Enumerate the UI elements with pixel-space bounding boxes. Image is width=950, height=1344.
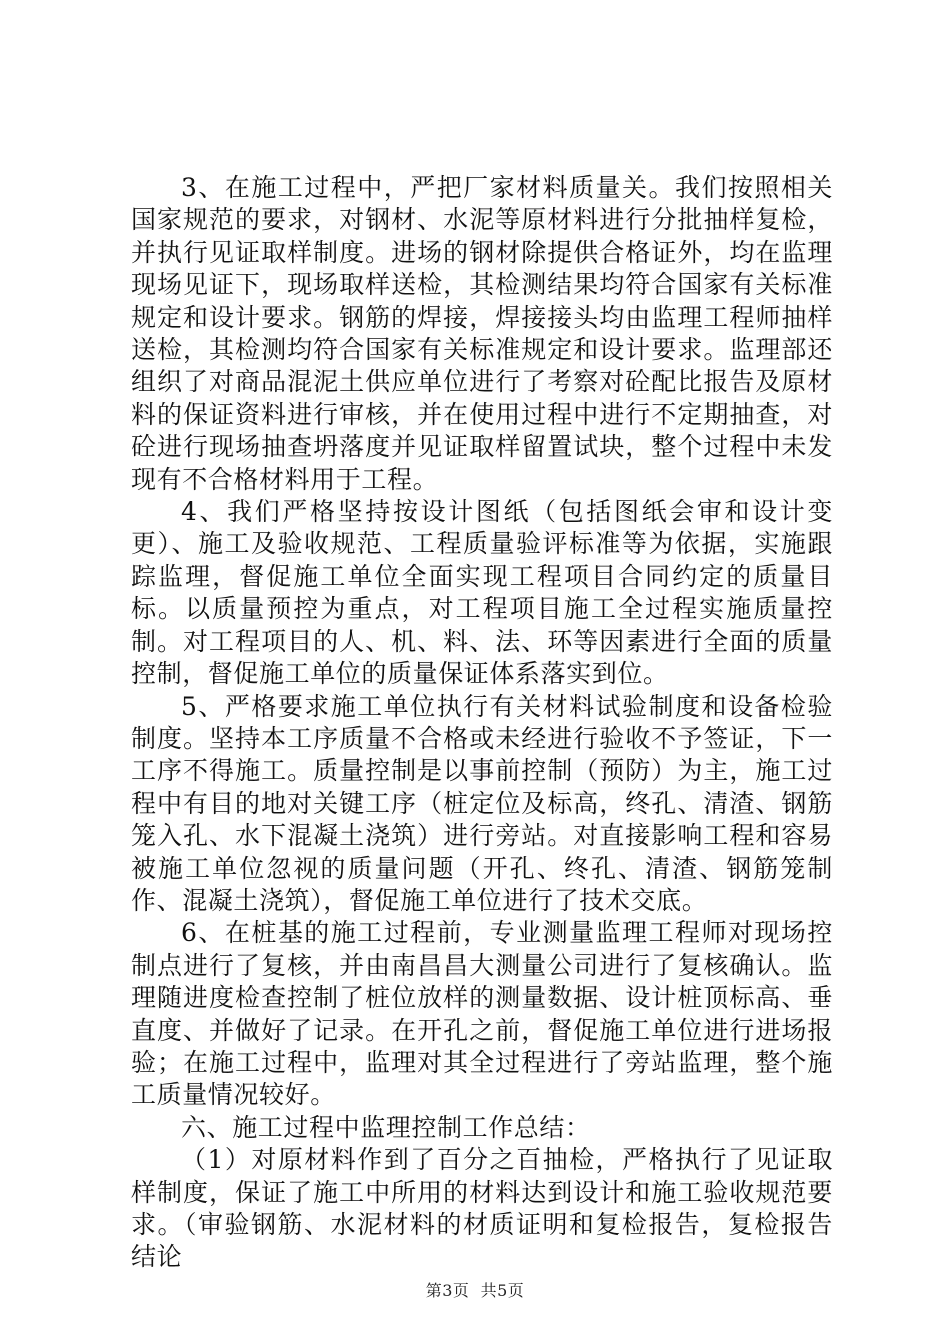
document-body: [131, 172, 833, 1274]
section-heading-6: 六、施工过程中监理控制工作总结：: [181, 1112, 591, 1142]
paragraph-summary-1: （1）对原材料作到了百分之百抽检，严格执行了见证取样制度，保证了施工中所用的材料达到设计和施工验收规范要求。（审验钢筋、水泥材料的材质证明和复检报告，复检报告结论: [131, 1145, 833, 1272]
paragraph-5: 5、严格要求施工单位执行有关材料试验制度和设备检验制度。坚持本工序质量不合格或未经进行验收不予签证，下一工序不得施工。质量控制是以事前控制（预防）为主，施工过程中有目的地对关键工序（桩定位及标高，终孔、清渣、钢筋笼入孔、水下混凝土浇筑）进行旁站。对直接影响工程和容易被施工单位忽视的质量问题（开孔、终孔、清渣、钢筋笼制作、混凝土浇筑），督促施工单位进行了技术交底。: [131, 691, 833, 915]
page-number: 第3页 共5页: [425, 1281, 525, 1300]
paragraph-3: 3、在施工过程中，严把厂家材料质量关。我们按照相关国家规范的要求，对钢材、水泥等原材料进行分批抽样复检，并执行见证取样制度。进场的钢材除提供合格证外，均在监理现场见证下，现场取样送检，其检测结果均符合国家有关标准规定和设计要求。钢筋的焊接，焊接接头均由监理工程师抽样送检，其检测均符合国家有关标准规定和设计要求。监理部还组织了对商品混泥土供应单位进行了考察对砼配比报告及原材料的保证资料进行审核，并在使用过程中进行不定期抽查，对砼进行现场抽查坍落度并见证取样留置试块，整个过程中未发现有不合格材料用于工程。: [131, 173, 833, 494]
paragraph-6: 6、在桩基的施工过程前，专业测量监理工程师对现场控制点进行了复核，并由南昌昌大测量公司进行了复核确认。监理随进度检查控制了桩位放样的测量数据、设计桩顶标高、垂直度、并做好了记录。在开孔之前，督促施工单位进行进场报验；在施工过程中，监理对其全过程进行了旁站监理，整个施工质量情况较好。: [131, 918, 833, 1110]
page-footer: [0, 1278, 950, 1301]
paragraph-4: 4、我们严格坚持按设计图纸（包括图纸会审和设计变更）、施工及验收规范、工程质量验评标准等为依据，实施跟踪监理，督促施工单位全面实现工程项目合同约定的质量目标。以质量预控为重点，对工程项目施工全过程实施质量控制。对工程项目的人、机、料、法、环等因素进行全面的质量控制，督促施工单位的质量保证体系落实到位。: [131, 497, 833, 689]
